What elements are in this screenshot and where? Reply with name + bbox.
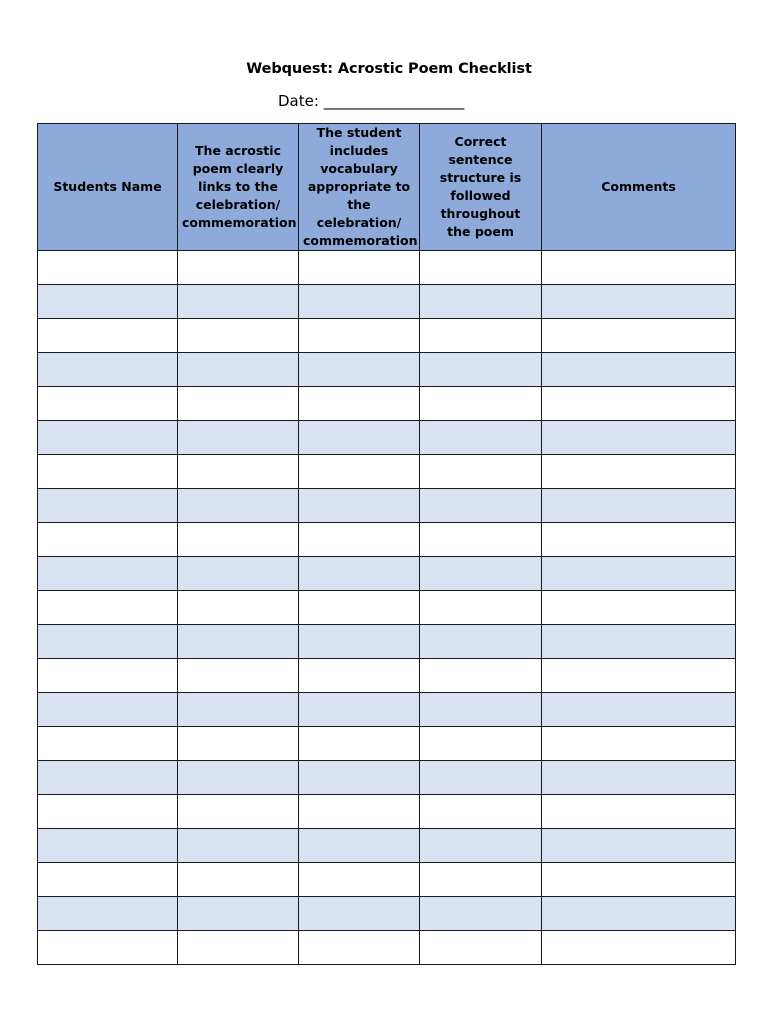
table-row xyxy=(38,829,736,863)
cell-student-name xyxy=(38,897,178,931)
table-row xyxy=(38,421,736,455)
table-row xyxy=(38,693,736,727)
cell-sentence-structure xyxy=(420,829,542,863)
cell-comments xyxy=(542,557,736,591)
cell-student-name xyxy=(38,693,178,727)
table-row xyxy=(38,285,736,319)
cell-student-name xyxy=(38,285,178,319)
cell-comments xyxy=(542,421,736,455)
table-row xyxy=(38,795,736,829)
table-header-row xyxy=(38,124,736,251)
table-row xyxy=(38,319,736,353)
cell-sentence-structure xyxy=(420,387,542,421)
cell-sentence-structure xyxy=(420,897,542,931)
table-row xyxy=(38,625,736,659)
table-row xyxy=(38,897,736,931)
cell-poem-links xyxy=(178,727,299,761)
cell-student-name xyxy=(38,353,178,387)
cell-poem-links xyxy=(178,319,299,353)
cell-student-name xyxy=(38,727,178,761)
cell-vocabulary xyxy=(299,285,420,319)
cell-poem-links xyxy=(178,353,299,387)
cell-comments xyxy=(542,455,736,489)
cell-poem-links xyxy=(178,863,299,897)
cell-comments xyxy=(542,693,736,727)
cell-vocabulary xyxy=(299,829,420,863)
cell-poem-links xyxy=(178,489,299,523)
cell-sentence-structure xyxy=(420,795,542,829)
header-vocabulary: The student includes vocabulary appropriate to the celebration/ commemoration xyxy=(299,124,420,251)
table-row xyxy=(38,387,736,421)
cell-comments xyxy=(542,795,736,829)
cell-vocabulary xyxy=(299,353,420,387)
cell-poem-links xyxy=(178,795,299,829)
cell-comments xyxy=(542,251,736,285)
cell-student-name xyxy=(38,625,178,659)
cell-poem-links xyxy=(178,387,299,421)
cell-vocabulary xyxy=(299,251,420,285)
cell-sentence-structure xyxy=(420,693,542,727)
cell-comments xyxy=(542,387,736,421)
table-row xyxy=(38,523,736,557)
header-poem-links: The acrostic poem clearly links to the celebration/ commemoration xyxy=(178,124,299,251)
cell-student-name xyxy=(38,557,178,591)
cell-comments xyxy=(542,489,736,523)
cell-vocabulary xyxy=(299,931,420,965)
cell-student-name xyxy=(38,659,178,693)
cell-comments xyxy=(542,523,736,557)
table-row xyxy=(38,659,736,693)
date-label: Date: xyxy=(278,92,319,110)
cell-comments xyxy=(542,353,736,387)
table-body xyxy=(38,251,736,965)
table-row xyxy=(38,557,736,591)
cell-vocabulary xyxy=(299,625,420,659)
cell-student-name xyxy=(38,251,178,285)
cell-poem-links xyxy=(178,523,299,557)
cell-comments xyxy=(542,863,736,897)
cell-sentence-structure xyxy=(420,523,542,557)
table-row xyxy=(38,591,736,625)
cell-poem-links xyxy=(178,693,299,727)
cell-vocabulary xyxy=(299,897,420,931)
header-sentence-structure: Correct sentence structure is followed throughout the poem xyxy=(420,124,542,251)
cell-vocabulary xyxy=(299,795,420,829)
cell-comments xyxy=(542,727,736,761)
cell-sentence-structure xyxy=(420,455,542,489)
table-row xyxy=(38,353,736,387)
cell-comments xyxy=(542,931,736,965)
cell-sentence-structure xyxy=(420,863,542,897)
cell-vocabulary xyxy=(299,727,420,761)
cell-vocabulary xyxy=(299,489,420,523)
cell-sentence-structure xyxy=(420,761,542,795)
cell-sentence-structure xyxy=(420,285,542,319)
table-row xyxy=(38,251,736,285)
cell-poem-links xyxy=(178,659,299,693)
cell-poem-links xyxy=(178,625,299,659)
cell-comments xyxy=(542,591,736,625)
cell-student-name xyxy=(38,319,178,353)
header-students-name: Students Name xyxy=(38,124,178,251)
cell-sentence-structure xyxy=(420,591,542,625)
cell-sentence-structure xyxy=(420,659,542,693)
cell-vocabulary xyxy=(299,863,420,897)
cell-poem-links xyxy=(178,251,299,285)
cell-student-name xyxy=(38,387,178,421)
document-title: Webquest: Acrostic Poem Checklist xyxy=(246,61,532,77)
cell-poem-links xyxy=(178,591,299,625)
cell-poem-links xyxy=(178,931,299,965)
cell-sentence-structure xyxy=(420,727,542,761)
cell-poem-links xyxy=(178,829,299,863)
cell-poem-links xyxy=(178,421,299,455)
cell-sentence-structure xyxy=(420,251,542,285)
cell-student-name xyxy=(38,523,178,557)
cell-vocabulary xyxy=(299,557,420,591)
table-row xyxy=(38,455,736,489)
cell-poem-links xyxy=(178,455,299,489)
table-row xyxy=(38,931,736,965)
cell-poem-links xyxy=(178,557,299,591)
cell-sentence-structure xyxy=(420,353,542,387)
date-blank-field: ____________________ xyxy=(323,92,464,110)
cell-sentence-structure xyxy=(420,557,542,591)
cell-student-name xyxy=(38,931,178,965)
cell-comments xyxy=(542,829,736,863)
cell-vocabulary xyxy=(299,455,420,489)
cell-vocabulary xyxy=(299,591,420,625)
table-row xyxy=(38,727,736,761)
cell-comments xyxy=(542,285,736,319)
cell-poem-links xyxy=(178,285,299,319)
cell-student-name xyxy=(38,829,178,863)
cell-comments xyxy=(542,625,736,659)
cell-comments xyxy=(542,897,736,931)
checklist-table xyxy=(37,123,736,965)
cell-comments xyxy=(542,319,736,353)
table-row xyxy=(38,863,736,897)
cell-poem-links xyxy=(178,761,299,795)
cell-vocabulary xyxy=(299,319,420,353)
cell-vocabulary xyxy=(299,523,420,557)
cell-vocabulary xyxy=(299,387,420,421)
cell-comments xyxy=(542,761,736,795)
cell-poem-links xyxy=(178,897,299,931)
cell-vocabulary xyxy=(299,659,420,693)
cell-comments xyxy=(542,659,736,693)
cell-sentence-structure xyxy=(420,489,542,523)
cell-vocabulary xyxy=(299,421,420,455)
cell-sentence-structure xyxy=(420,319,542,353)
date-line xyxy=(278,92,464,110)
cell-student-name xyxy=(38,795,178,829)
cell-student-name xyxy=(38,421,178,455)
cell-student-name xyxy=(38,489,178,523)
cell-student-name xyxy=(38,455,178,489)
cell-student-name xyxy=(38,863,178,897)
cell-sentence-structure xyxy=(420,931,542,965)
cell-vocabulary xyxy=(299,761,420,795)
cell-sentence-structure xyxy=(420,421,542,455)
cell-student-name xyxy=(38,591,178,625)
cell-sentence-structure xyxy=(420,625,542,659)
cell-vocabulary xyxy=(299,693,420,727)
table-row xyxy=(38,489,736,523)
cell-student-name xyxy=(38,761,178,795)
table-row xyxy=(38,761,736,795)
header-comments: Comments xyxy=(542,124,736,251)
